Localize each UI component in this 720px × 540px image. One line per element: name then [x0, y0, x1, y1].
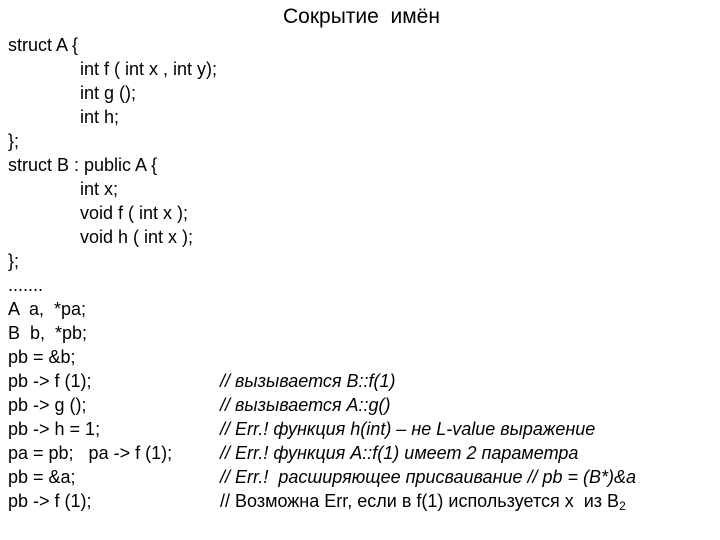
comment-h-lvalue: // Err.! функция h(int) – не L-value выражение — [220, 419, 596, 439]
code-line-struct-a-end: }; — [8, 131, 20, 151]
code-line-struct-b: struct B : public A { — [8, 155, 158, 175]
comment-possible-error — [220, 489, 626, 518]
code-line-pb-g: pb -> g (); — [8, 395, 87, 415]
code-line-pb-f-final: pb -> f (1); — [8, 491, 92, 511]
slide-title: Сокрытие имён — [283, 5, 440, 28]
code-line-pa-pb: pa = pb; pa -> f (1); — [8, 443, 173, 463]
code-line-decl-b: B b, *pb; — [8, 323, 88, 343]
comment-b-f: // вызывается B::f(1) — [220, 371, 396, 391]
code-line-int-g: int g (); — [80, 83, 137, 103]
code-line-pb-f: pb -> f (1); — [8, 371, 92, 391]
code-line-void-h: void h ( int x ); — [80, 227, 194, 247]
code-line-void-f: void f ( int x ); — [80, 203, 189, 223]
code-line-ellipsis: ....... — [8, 275, 44, 295]
code-line-struct-a: struct A { — [8, 35, 79, 55]
comment-a-f-params: // Err.! функция A::f(1) имеет 2 параметра — [220, 443, 579, 463]
code-line-decl-a: A a, *pa; — [8, 299, 87, 319]
code-line-pb-a: pb = &a; — [8, 467, 76, 487]
code-line-pb-h: pb -> h = 1; — [8, 419, 101, 439]
code-line-int-x: int x; — [80, 179, 119, 199]
comment-possible-error-text: // Возможна Err, если в f(1) используется x из B — [220, 491, 620, 511]
code-line-struct-b-end: }; — [8, 251, 20, 271]
code-line-int-h: int h; — [80, 107, 120, 127]
code-line-int-f: int f ( int x , int y); — [80, 59, 218, 79]
comment-subscript: 2 — [619, 499, 626, 513]
code-line-pb-assign: pb = &b; — [8, 347, 76, 367]
comment-widening-assign: // Err.! расширяющее присваивание // pb = (B*)&a — [220, 467, 637, 487]
comment-a-g: // вызывается A::g() — [220, 395, 391, 415]
